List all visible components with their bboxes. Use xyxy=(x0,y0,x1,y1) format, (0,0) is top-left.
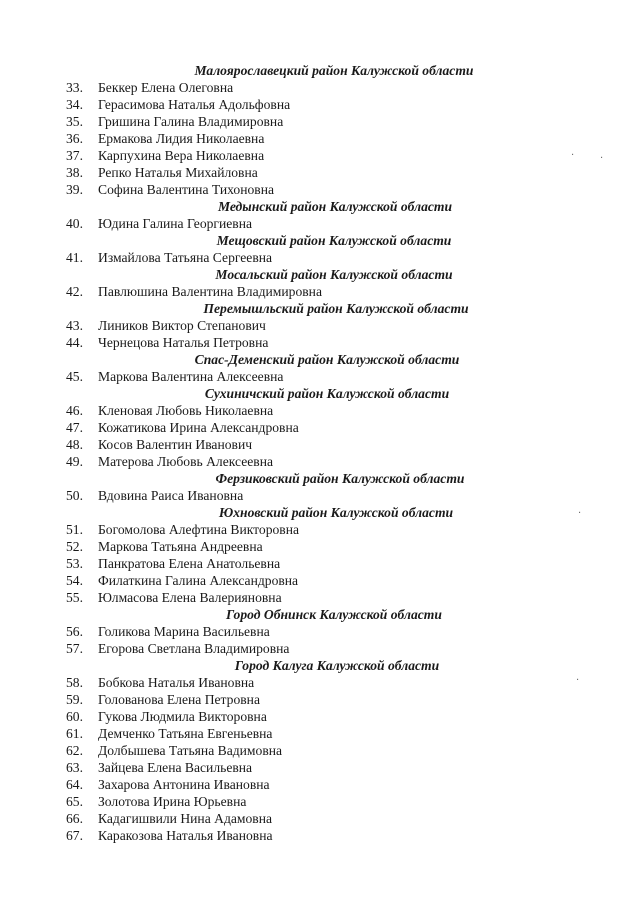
item-number: 34. xyxy=(66,97,83,112)
section-heading xyxy=(0,606,640,623)
person-name: Маркова Татьяна Андреевна xyxy=(98,539,263,554)
list-item xyxy=(0,589,640,606)
item-number: 62. xyxy=(66,743,83,758)
item-number: 48. xyxy=(66,437,83,452)
item-number: 38. xyxy=(66,165,83,180)
item-number: 33. xyxy=(66,80,83,95)
person-name: Измайлова Татьяна Сергеевна xyxy=(98,250,273,265)
section-heading-text: Перемышльский район Калужской области xyxy=(203,301,469,316)
section-heading xyxy=(0,504,640,521)
list-item xyxy=(0,555,640,572)
item-number: 60. xyxy=(66,709,83,724)
document-page xyxy=(0,62,640,844)
list-item xyxy=(0,249,640,266)
list-item xyxy=(0,793,640,810)
item-number: 46. xyxy=(66,403,83,418)
person-name: Беккер Елена Олеговна xyxy=(98,80,234,95)
section-heading xyxy=(0,62,640,79)
section-heading xyxy=(0,470,640,487)
item-number: 54. xyxy=(66,573,83,588)
item-number: 65. xyxy=(66,794,83,809)
item-number: 40. xyxy=(66,216,83,231)
section-heading xyxy=(0,198,640,215)
section-heading-text: Сухиничский район Калужской области xyxy=(204,386,450,401)
list-item xyxy=(0,538,640,555)
item-number: 39. xyxy=(66,182,83,197)
person-name: Голикова Марина Васильевна xyxy=(98,624,270,639)
item-number: 51. xyxy=(66,522,83,537)
person-name: Егорова Светлана Владимировна xyxy=(98,641,290,656)
list-item xyxy=(0,402,640,419)
item-number: 49. xyxy=(66,454,83,469)
item-number: 66. xyxy=(66,811,83,826)
item-number: 50. xyxy=(66,488,83,503)
item-number: 36. xyxy=(66,131,83,146)
item-number: 37. xyxy=(66,148,83,163)
scan-speck: · xyxy=(578,508,582,519)
item-number: 59. xyxy=(66,692,83,707)
person-name: Павлюшина Валентина Владимировна xyxy=(98,284,322,299)
item-number: 64. xyxy=(66,777,83,792)
person-name: Матерова Любовь Алексеевна xyxy=(98,454,274,469)
person-name: Чернецова Наталья Петровна xyxy=(98,335,269,350)
item-number: 42. xyxy=(66,284,83,299)
person-name: Репко Наталья Михайловна xyxy=(98,165,258,180)
list-item xyxy=(0,181,640,198)
item-number: 52. xyxy=(66,539,83,554)
item-number: 53. xyxy=(66,556,83,571)
list-item xyxy=(0,742,640,759)
item-number: 35. xyxy=(66,114,83,129)
list-item xyxy=(0,436,640,453)
section-heading xyxy=(0,385,640,402)
scan-speck: · xyxy=(571,150,575,161)
list-item xyxy=(0,419,640,436)
list-item xyxy=(0,487,640,504)
list-item xyxy=(0,572,640,589)
section-heading-text: Мосальский район Калужской области xyxy=(215,267,453,282)
item-number: 44. xyxy=(66,335,83,350)
section-heading-text: Ферзиковский район Калужской области xyxy=(215,471,465,486)
section-heading xyxy=(0,351,640,368)
item-number: 45. xyxy=(66,369,83,384)
person-name: Герасимова Наталья Адольфовна xyxy=(98,97,291,112)
person-name: Захарова Антонина Ивановна xyxy=(98,777,270,792)
list-item xyxy=(0,453,640,470)
person-name: Голованова Елена Петровна xyxy=(98,692,260,707)
item-number: 58. xyxy=(66,675,83,690)
section-heading xyxy=(0,300,640,317)
item-number: 61. xyxy=(66,726,83,741)
list-item xyxy=(0,725,640,742)
list-item xyxy=(0,759,640,776)
list-item xyxy=(0,776,640,793)
section-heading-text: Медынский район Калужской области xyxy=(217,199,453,214)
list-item xyxy=(0,113,640,130)
person-name: Богомолова Алефтина Викторовна xyxy=(98,522,300,537)
person-name: Юдина Галина Георгиевна xyxy=(98,216,253,231)
list-item xyxy=(0,164,640,181)
list-item xyxy=(0,521,640,538)
section-heading xyxy=(0,232,640,249)
person-name: Бобкова Наталья Ивановна xyxy=(98,675,255,690)
person-name: Кленовая Любовь Николаевна xyxy=(98,403,274,418)
section-heading-text: Город Калуга Калужской области xyxy=(234,658,440,673)
list-item xyxy=(0,283,640,300)
item-number: 47. xyxy=(66,420,83,435)
person-name: Вдовина Раиса Ивановна xyxy=(98,488,244,503)
section-heading xyxy=(0,657,640,674)
item-number: 55. xyxy=(66,590,83,605)
list-item xyxy=(0,79,640,96)
person-name: Филаткина Галина Александровна xyxy=(98,573,299,588)
section-heading xyxy=(0,266,640,283)
section-heading-text: Город Обнинск Калужской области xyxy=(226,607,442,622)
person-name: Кадагишвили Нина Адамовна xyxy=(98,811,273,826)
person-name: Панкратова Елена Анатольевна xyxy=(98,556,281,571)
person-name: Гришина Галина Владимировна xyxy=(98,114,284,129)
list-item xyxy=(0,623,640,640)
person-name: Маркова Валентина Алексеевна xyxy=(98,369,284,384)
list-item xyxy=(0,317,640,334)
section-heading-text: Юхновский район Калужской области xyxy=(218,505,454,520)
person-name: Зайцева Елена Васильевна xyxy=(98,760,253,775)
person-name: Демченко Татьяна Евгеньевна xyxy=(98,726,273,741)
list-item xyxy=(0,691,640,708)
item-number: 43. xyxy=(66,318,83,333)
list-item xyxy=(0,130,640,147)
person-name: Золотова Ирина Юрьевна xyxy=(98,794,247,809)
item-number: 41. xyxy=(66,250,83,265)
list-item xyxy=(0,147,640,164)
list-item xyxy=(0,827,640,844)
person-name: Косов Валентин Иванович xyxy=(98,437,253,452)
item-number: 67. xyxy=(66,828,83,843)
person-name: Софина Валентина Тихоновна xyxy=(98,182,275,197)
person-name: Ермакова Лидия Николаевна xyxy=(98,131,265,146)
section-heading-text: Спас-Деменский район Калужской области xyxy=(194,352,460,367)
item-number: 63. xyxy=(66,760,83,775)
person-name: Долбышева Татьяна Вадимовна xyxy=(98,743,283,758)
scan-speck: · xyxy=(576,675,580,686)
list-item xyxy=(0,96,640,113)
item-number: 57. xyxy=(66,641,83,656)
list-item xyxy=(0,708,640,725)
list-item xyxy=(0,674,640,691)
person-name: Гукова Людмила Викторовна xyxy=(98,709,267,724)
section-heading-text: Мещовский район Калужской области xyxy=(216,233,452,248)
list-item xyxy=(0,810,640,827)
list-item xyxy=(0,334,640,351)
person-name: Юлмасова Елена Валерияновна xyxy=(98,590,282,605)
list-item xyxy=(0,640,640,657)
scan-speck: · xyxy=(600,153,604,164)
person-name: Кожатикова Ирина Александровна xyxy=(98,420,299,435)
section-heading-text: Малоярославецкий район Калужской области xyxy=(194,63,474,78)
list-item xyxy=(0,368,640,385)
person-name: Карпухина Вера Николаевна xyxy=(98,148,265,163)
person-name: Лиников Виктор Степанович xyxy=(98,318,266,333)
item-number: 56. xyxy=(66,624,83,639)
person-name: Каракозова Наталья Ивановна xyxy=(98,828,273,843)
list-item xyxy=(0,215,640,232)
